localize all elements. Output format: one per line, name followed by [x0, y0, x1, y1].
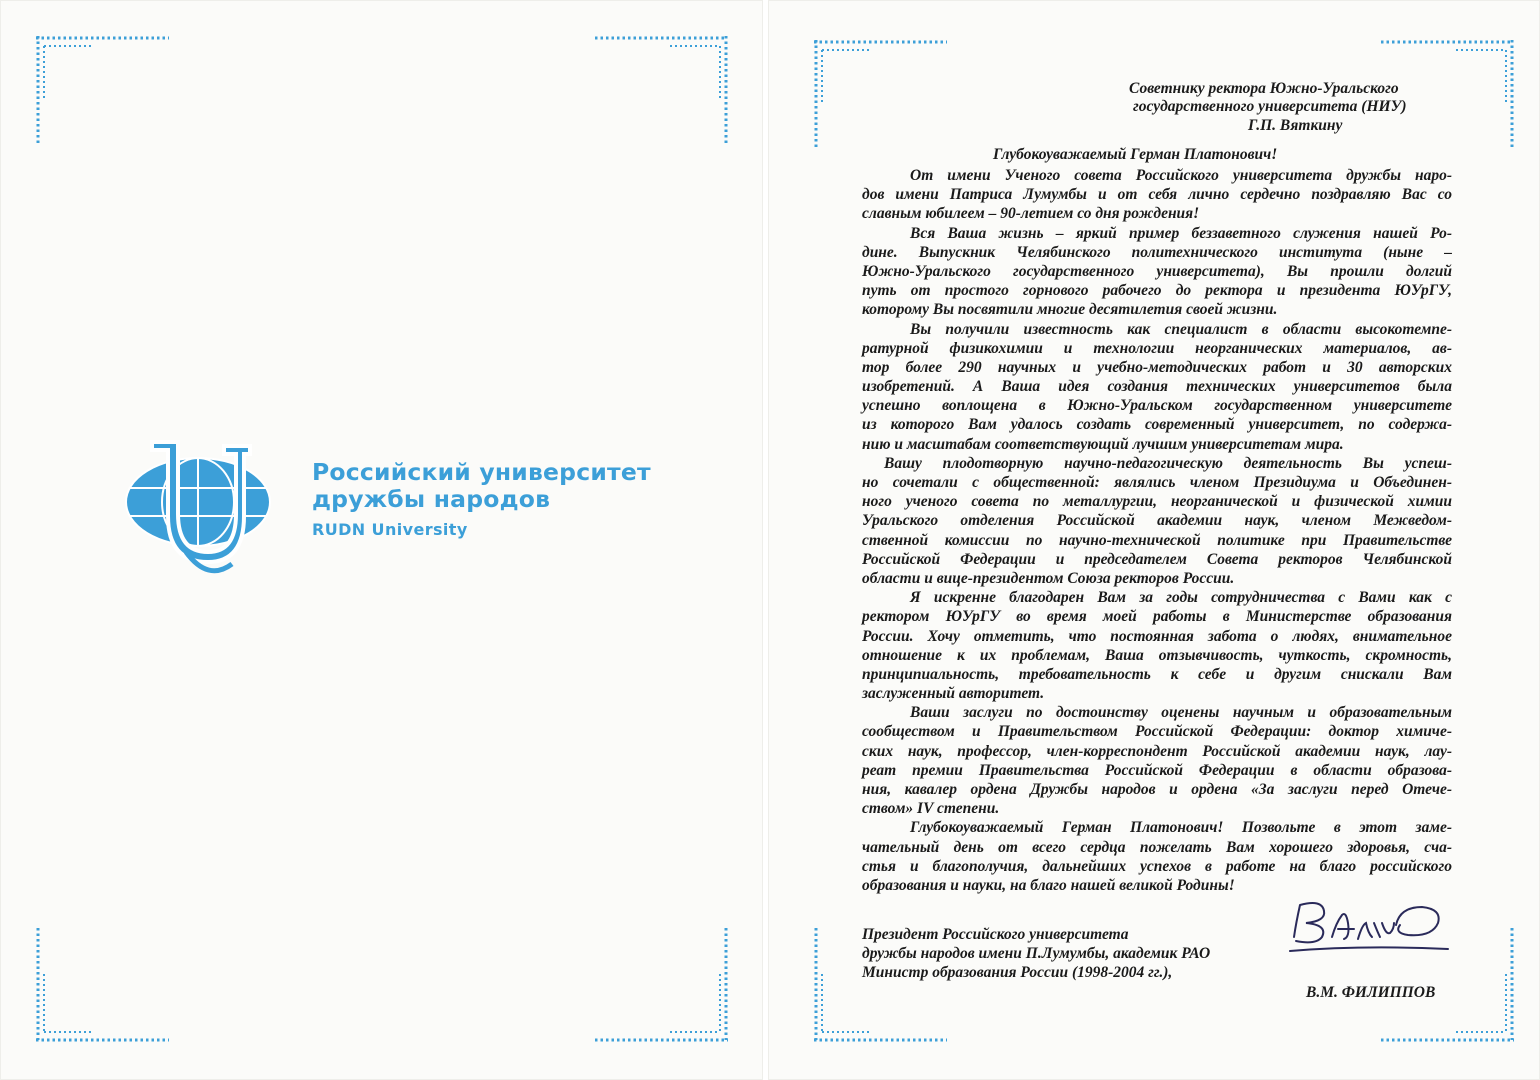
letter-greeting: Глубокоуважаемый Герман Платонович! [993, 146, 1278, 163]
signature-title-line-3: Министр образования России (1998-2004 гг.), [862, 964, 1173, 981]
letter-body-line: ственной комиссии по научно-технической политике при Правительстве [862, 531, 1452, 549]
rudn-logo-emblem [122, 432, 282, 597]
signer-name: В.М. ФИЛИППОВ [1306, 984, 1436, 1001]
letter-body-line: дине. Выпускник Челябинского политехнического института (ныне – [862, 243, 1452, 261]
letter-body-line: заслуженный авторитет. [862, 685, 1045, 703]
letter-body-line: которому Вы посвятили многие десятилетия своей жизни. [862, 301, 1278, 319]
letter-body-line: области и вице-президентом Союза ректоров России. [862, 569, 1235, 587]
letter-body-line: Ваши заслуги по достоинству оценены научным и образовательным [910, 704, 1452, 722]
corner-ornament-bottom-right [590, 924, 730, 1044]
letter-body-line: славным юбилеем – 90-летием со дня рождения! [862, 205, 1200, 223]
letter-body-line: отношение к их проблемам, Ваша отзывчивость, чуткость, скромность, [862, 646, 1452, 664]
letter-body-line: успешно воплощена в Южно-Уральском государственном университете [862, 397, 1452, 415]
logo-title-line1: Российский университет [312, 458, 651, 486]
logo-title-line2: дружбы народов [312, 485, 551, 513]
letter-body-line: Вашу плодотворную научно-педагогическую деятельность Вы успеш- [884, 454, 1452, 472]
letter-body-line: образования и науки, на благо нашей великой Родины! [862, 876, 1235, 894]
letter-body-line: ских наук, профессор, член-корреспондент Российской академии наук, лау- [862, 742, 1452, 760]
letter-body-line: Глубокоуважаемый Герман Платонович! Позвольте в этот заме- [910, 819, 1452, 837]
letter-body-line: ния, кавалер ордена Дружбы народов и ордена «За заслуги перед Отече- [862, 781, 1452, 798]
letter-body-line: реат премии Правительства Российской Федерации в области образова- [862, 761, 1452, 779]
letter-body-line: России. Хочу отметить, что постоянная забота о людях, внимательное [862, 627, 1452, 645]
left-page [0, 0, 763, 1080]
letter-body-line: Вы получили известность как специалист в области высокотемпе- [910, 320, 1452, 338]
letter-body-line: Уральского отделения Российской академии наук, членом Межведом- [862, 512, 1452, 530]
letter-body-line: ного ученого совета по металлургии, неорганической и физической химии [862, 493, 1452, 511]
letter-body-line: Российской Федерации и председателем Совета ректоров Челябинской [862, 550, 1452, 568]
letter-body-line: стья и благополучия, дальнейших успехов в работе на благо российского [862, 857, 1452, 875]
signature-title-line-2: дружбы народов имени П.Лумумбы, академик РАО [862, 945, 1211, 962]
letter-body-line: Вся Ваша жизнь – яркий пример беззаветного служения нашей Ро- [910, 224, 1452, 242]
letter-body-line: тор более 290 научных и учебно-методических работ и 30 авторских [862, 358, 1452, 376]
corner-ornament-top-left [34, 34, 154, 154]
letter-body-line: ством» IV степени. [862, 800, 1000, 818]
corner-ornament-top-left [812, 38, 952, 158]
letter-body-line: От имени Ученого совета Российского университета дружбы наро- [910, 167, 1452, 184]
addressee-line-2: государственного университета (НИУ) [1133, 98, 1407, 115]
letter-body-line: нию и масштабам соответствующий лучшим университетам мира. [862, 435, 1344, 453]
letter-body-line: чательный день от всего сердца пожелать Вам хорошего здоровья, сча- [862, 838, 1452, 856]
signature-title-line-1: Президент Российского университета [862, 926, 1129, 943]
letter-body-line: сообществом и Правительством Российской Федерации: доктор химиче- [862, 723, 1452, 741]
letter-body-line: изобретений. А Ваша идея создания технических университетов была [862, 378, 1452, 396]
corner-ornament-top-right [590, 34, 730, 154]
letter-body-line: Я искренне благодарен Вам за годы сотрудничества с Вами как с [910, 589, 1452, 607]
letter-body-line: но сочетали с общественной: являлись членом Президиума и Объединен- [862, 474, 1452, 491]
handwritten-signature [1282, 893, 1452, 978]
letter-body-line: Южно-Уральского государственного университета), Вы прошли долгий [862, 262, 1452, 280]
corner-ornament-bottom-left [34, 924, 174, 1044]
letter-body-line: дов имени Патриса Лумумбы и от себя лично сердечно поздравляю Вас со [862, 186, 1452, 204]
addressee-line-3: Г.П. Вяткину [1248, 117, 1343, 134]
letter-body-line: принципиальность, требовательность к себе и другим снискали Вам [862, 665, 1452, 683]
addressee-line-1: Советнику ректора Южно-Уральского [1129, 80, 1399, 97]
logo-subtitle-english: RUDN University [312, 520, 468, 539]
letter-body-line: путь от простого горнового рабочего до ректора и президента ЮУрГУ, [862, 282, 1452, 300]
letter-body [862, 166, 1452, 895]
letter-body-line: ратурной физикохимии и технологии неорганических материалов, ав- [862, 339, 1452, 357]
letter-body-line: ректором ЮУрГУ во время моей работы в Министерстве образования [862, 608, 1452, 626]
letter-body-line: из которого Вам удалось создать современный университет, по содержа- [862, 416, 1452, 434]
